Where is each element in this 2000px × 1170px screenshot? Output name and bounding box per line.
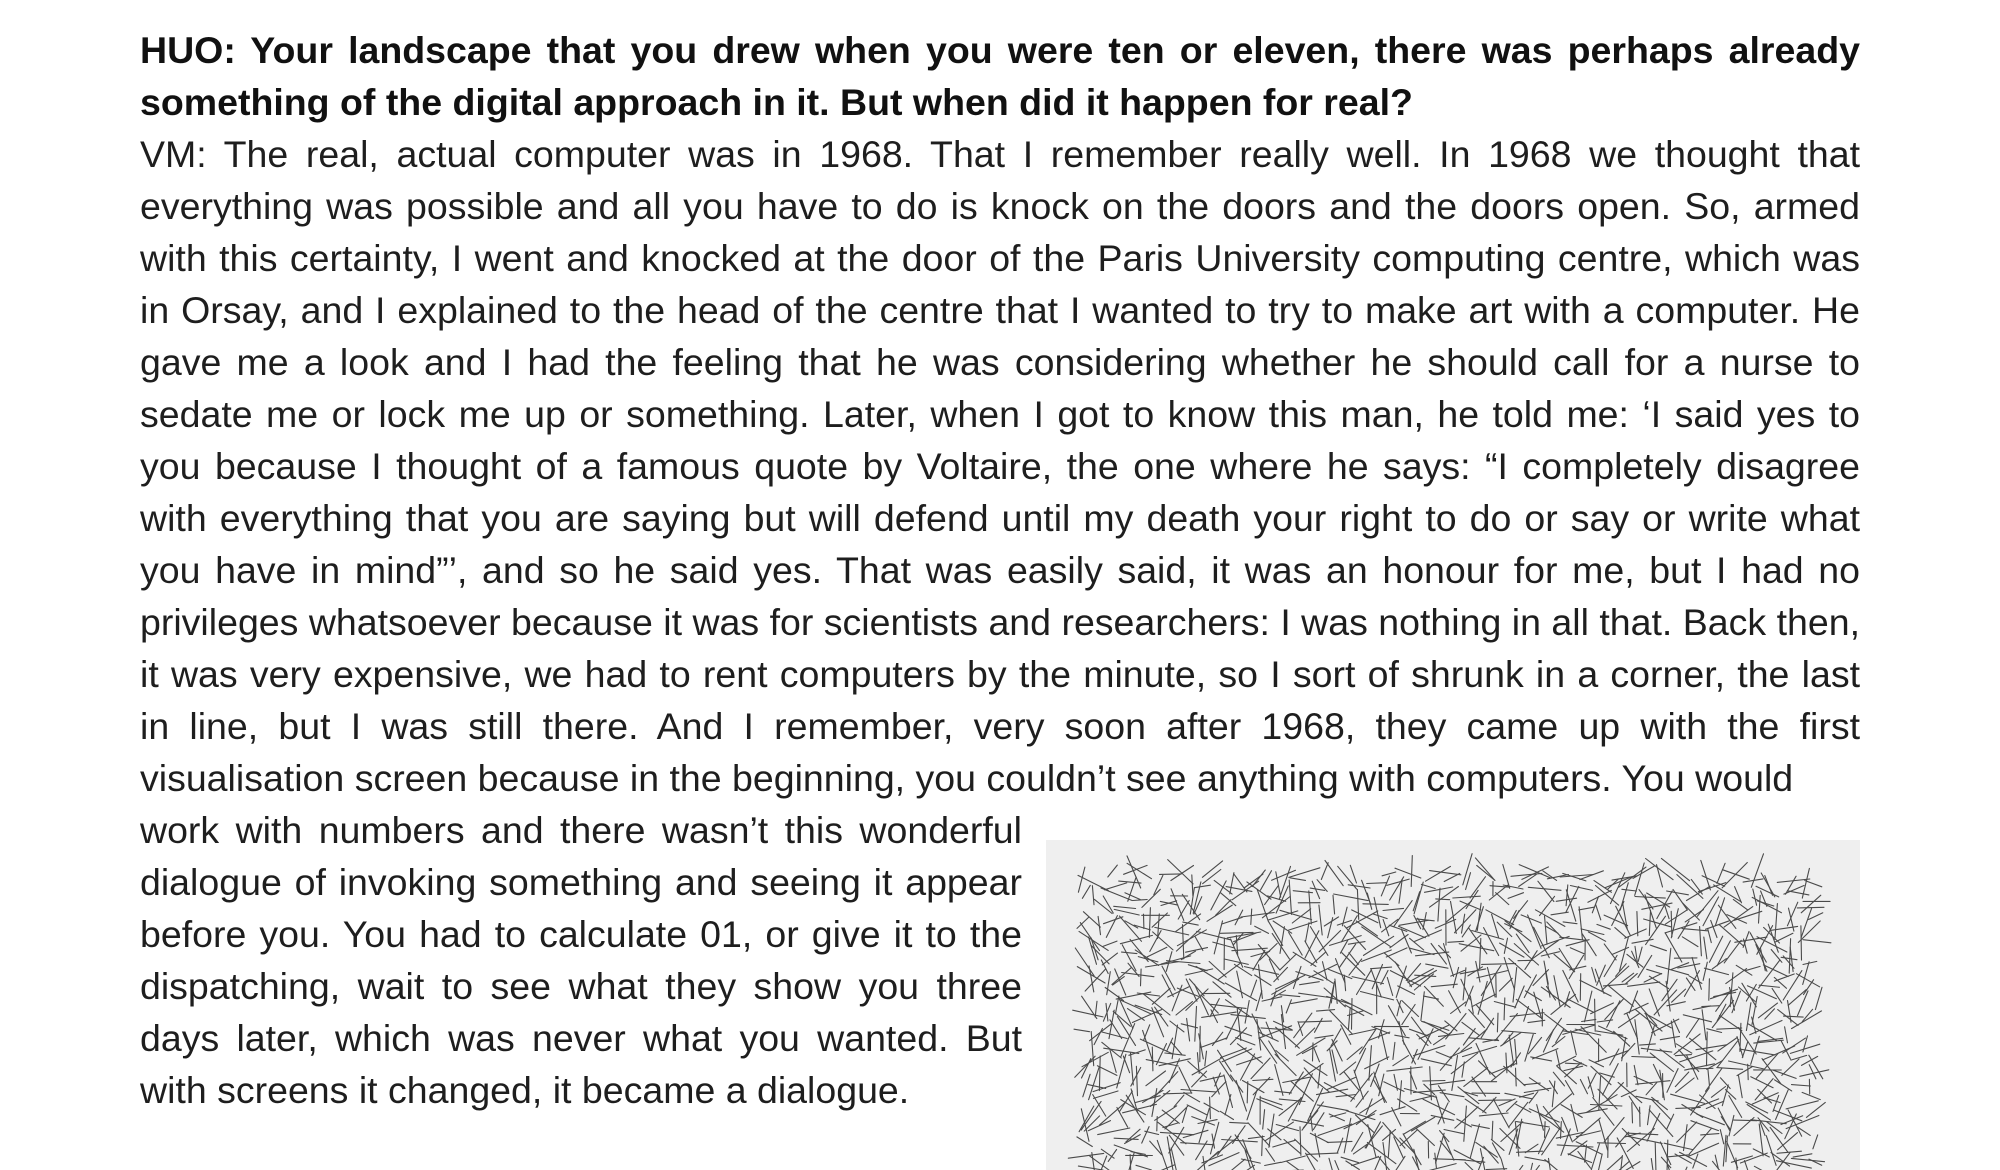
artwork-figure — [1046, 840, 1860, 1170]
line-drawing-artwork — [1046, 840, 1860, 1170]
document-page — [140, 24, 1860, 1144]
interview-answer-part-2: work with numbers and there wasn’t this wonderful dialogue of invoking something and seeing it appear before you. You had to calculate 01, or give it to the dispatching, wait to see what they show you three days later, which was never what you wanted. But with screens it changed, it became a dialogue. — [140, 804, 1022, 1116]
line-field — [1068, 854, 1831, 1170]
interview-answer-part-1: VM: The real, actual computer was in 1968. That I remember really well. In 1968 we thought that everything was possible and all you have to do is knock on the doors and the doors open. So, armed with this certainty, I went and knocked at the door of the Paris University computing centre, which was in Orsay, and I explained to the head of the centre that I wanted to try to make art with a computer. He gave me a look and I had the feeling that he was considering whether he should call for a nurse to sedate me or lock me up or something. Later, when I got to know this man, he told me: ‘I said yes to you because I thought of a famous quote by Voltaire, the one where he says: “I completely disagree with everything that you are saying but will defend until my death your right to do or say or write what you have in mind”’, and so he said yes. That was easily said, it was an honour for me, but I had no privileges whatsoever because it was for scientists and researchers: I was nothing in all that. Back then, it was very expensive, we had to rent computers by the minute, so I sort of shrunk in a corner, the last in line, but I was still there. And I remember, very soon after 1968, they came up with the first visualisation screen because in the beginning, you couldn’t see anything with computers. You would — [140, 128, 1860, 804]
interview-question: HUO: Your landscape that you drew when you were ten or eleven, there was perhaps already something of the digital approach in it. But when did it happen for real? — [140, 24, 1860, 128]
answer-with-figure — [140, 804, 1860, 1144]
